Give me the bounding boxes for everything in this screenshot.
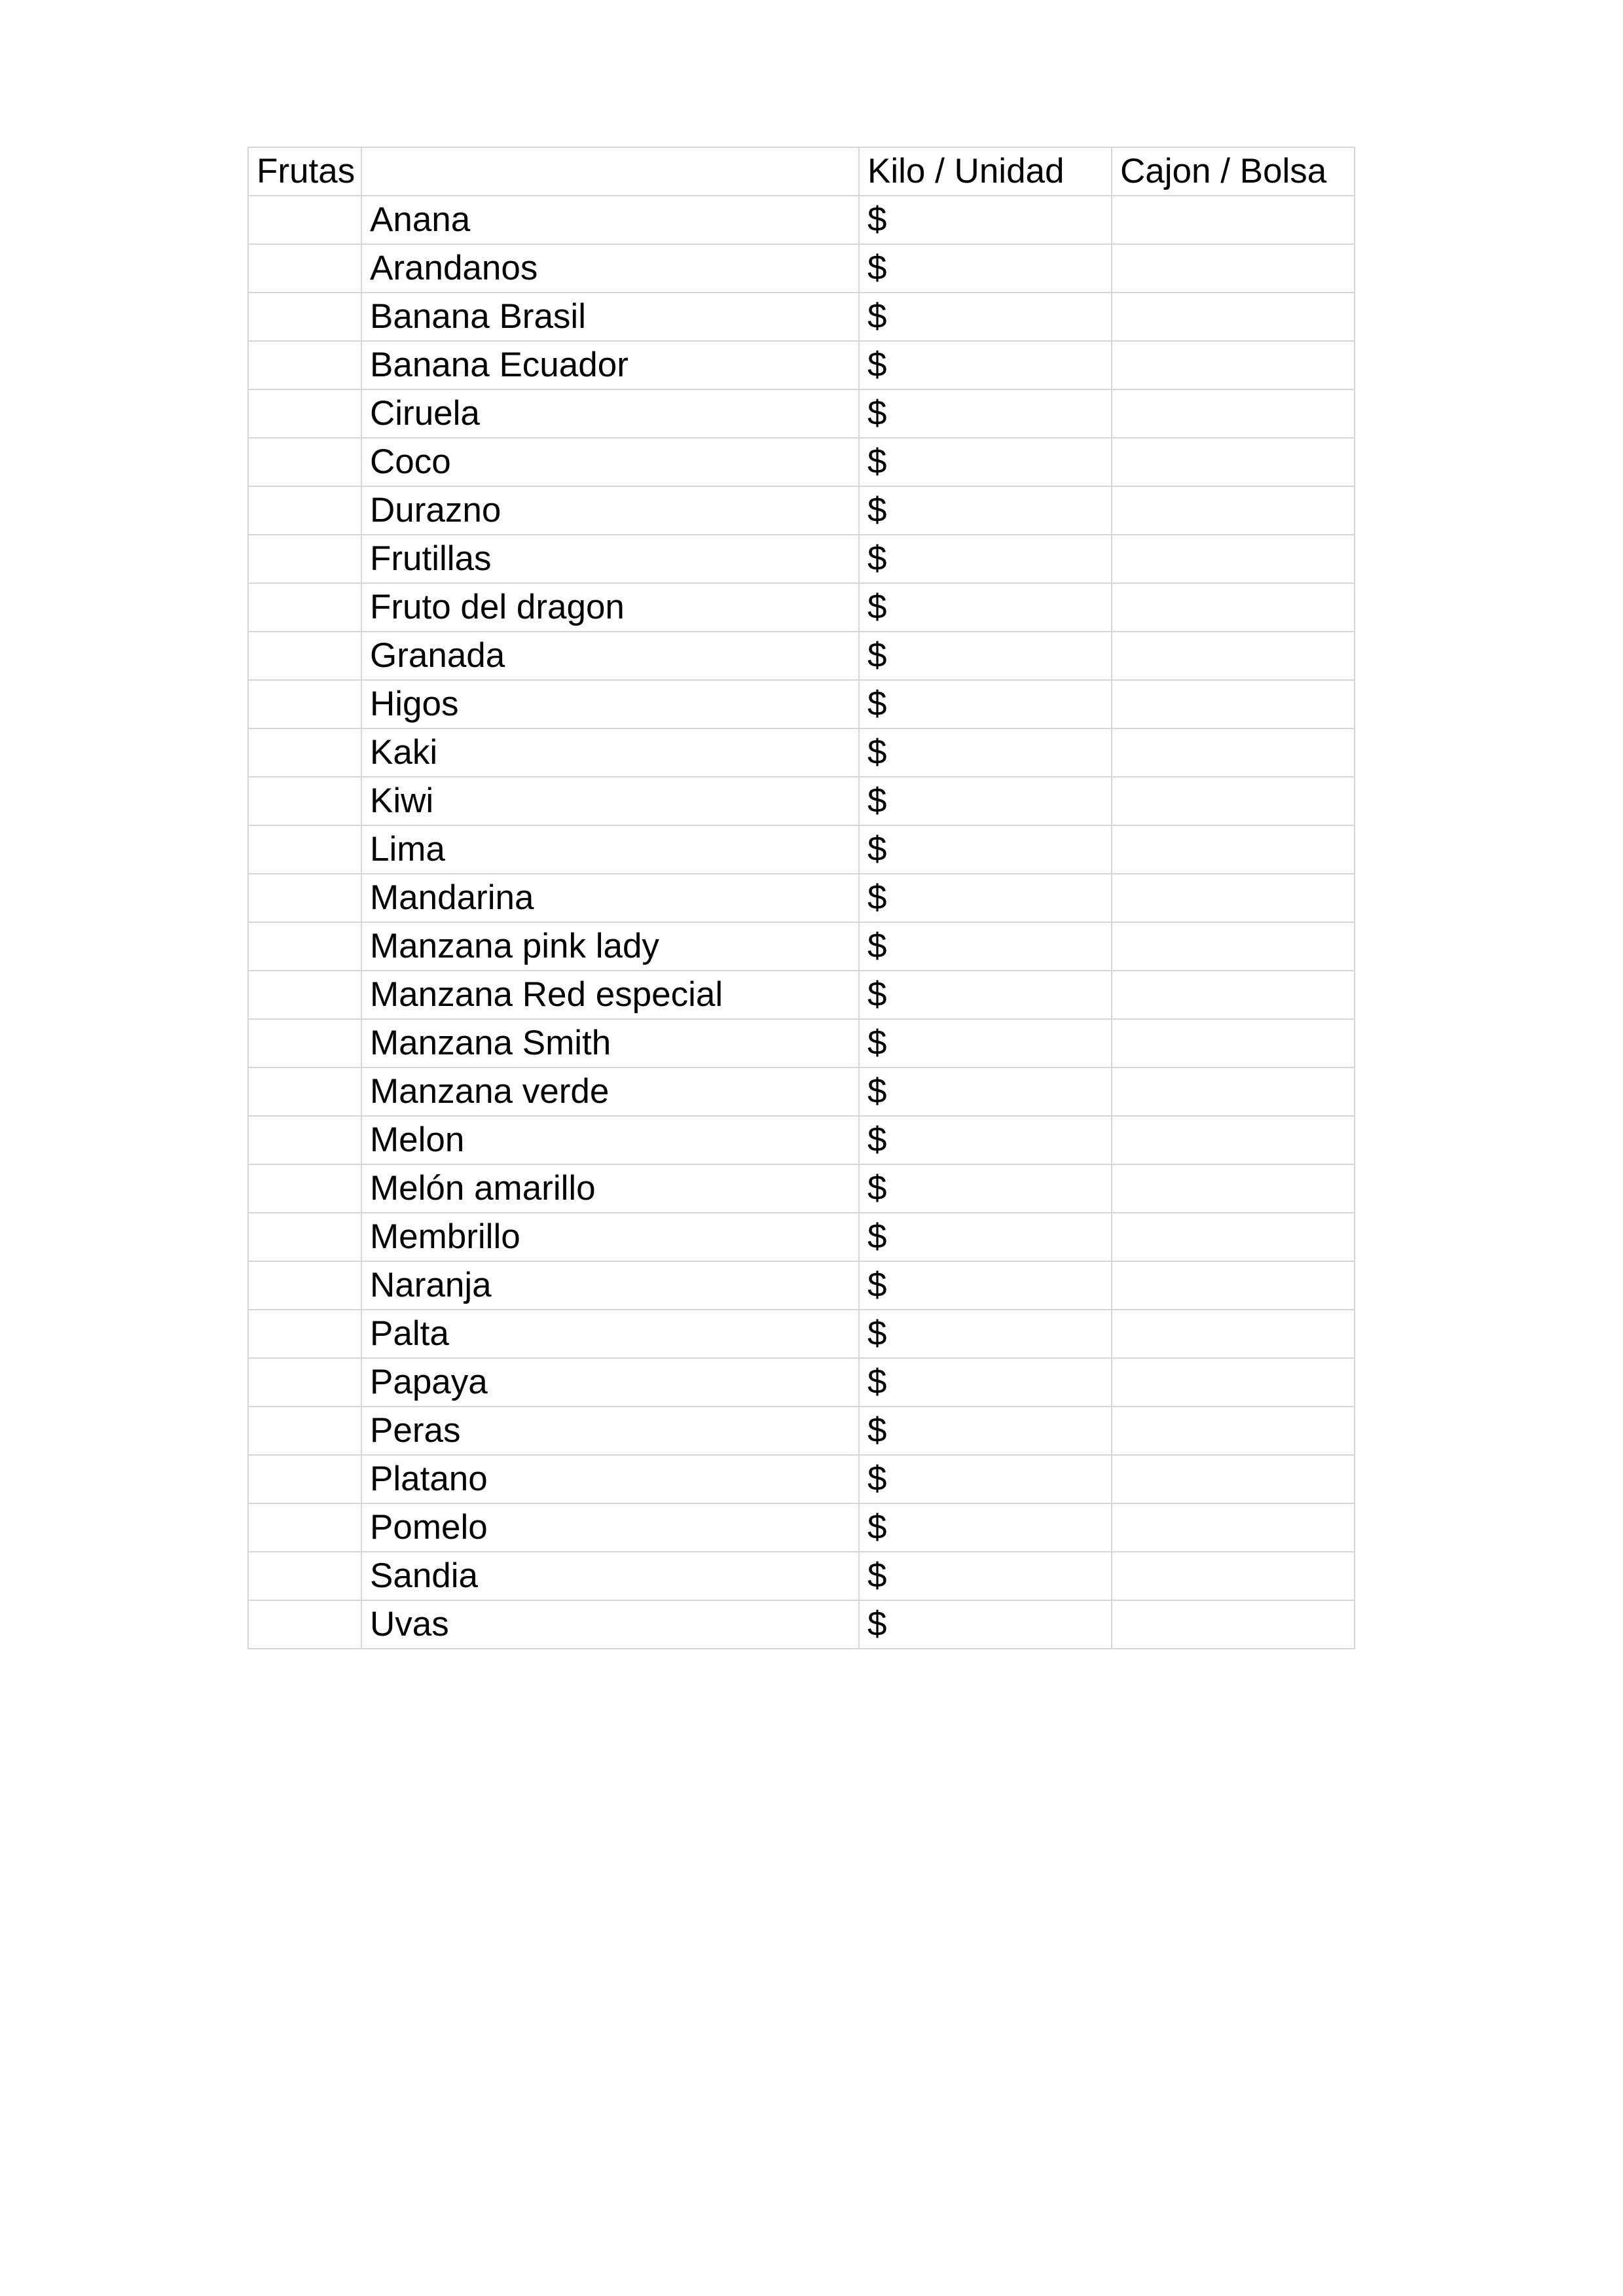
fruit-name-cell: Banana Brasil — [361, 293, 859, 341]
price-unit-cell: $ — [859, 1407, 1112, 1455]
header-row — [248, 147, 1355, 196]
price-bulk-cell — [1112, 922, 1355, 971]
category-cell — [248, 196, 361, 244]
category-cell — [248, 825, 361, 874]
fruit-name-cell: Banana Ecuador — [361, 341, 859, 389]
price-bulk-cell — [1112, 438, 1355, 486]
category-cell — [248, 1600, 361, 1649]
price-bulk-cell — [1112, 389, 1355, 438]
price-unit-cell: $ — [859, 1310, 1112, 1358]
category-cell — [248, 874, 361, 922]
table-row — [248, 1455, 1355, 1503]
fruit-name-cell: Coco — [361, 438, 859, 486]
category-cell — [248, 244, 361, 293]
category-cell — [248, 777, 361, 825]
price-unit-cell: $ — [859, 1455, 1112, 1503]
price-bulk-cell — [1112, 1116, 1355, 1164]
price-bulk-cell — [1112, 825, 1355, 874]
category-cell — [248, 1407, 361, 1455]
category-cell — [248, 971, 361, 1019]
category-cell — [248, 728, 361, 777]
price-bulk-cell — [1112, 1407, 1355, 1455]
price-bulk-cell — [1112, 1358, 1355, 1407]
category-cell — [248, 535, 361, 583]
price-bulk-cell — [1112, 1261, 1355, 1310]
header-price-unit-cell: Kilo / Unidad — [859, 147, 1112, 196]
price-bulk-cell — [1112, 583, 1355, 632]
fruit-name-cell: Anana — [361, 196, 859, 244]
price-bulk-cell — [1112, 971, 1355, 1019]
fruit-name-cell: Higos — [361, 680, 859, 728]
fruit-name-cell: Ciruela — [361, 389, 859, 438]
price-bulk-cell — [1112, 244, 1355, 293]
price-unit-cell: $ — [859, 777, 1112, 825]
price-unit-cell: $ — [859, 874, 1112, 922]
category-cell — [248, 922, 361, 971]
fruit-name-cell: Manzana Red especial — [361, 971, 859, 1019]
category-cell — [248, 438, 361, 486]
price-bulk-cell — [1112, 535, 1355, 583]
price-unit-cell: $ — [859, 341, 1112, 389]
table-row — [248, 1600, 1355, 1649]
table-row — [248, 1213, 1355, 1261]
price-unit-cell: $ — [859, 583, 1112, 632]
header-name-cell — [361, 147, 859, 196]
fruit-name-cell: Melón amarillo — [361, 1164, 859, 1213]
table-row — [248, 244, 1355, 293]
price-unit-cell: $ — [859, 389, 1112, 438]
table-row — [248, 1310, 1355, 1358]
fruit-name-cell: Manzana pink lady — [361, 922, 859, 971]
price-bulk-cell — [1112, 196, 1355, 244]
category-cell — [248, 389, 361, 438]
category-cell — [248, 1019, 361, 1067]
table-row — [248, 1116, 1355, 1164]
fruit-name-cell: Arandanos — [361, 244, 859, 293]
price-unit-cell: $ — [859, 196, 1112, 244]
fruit-name-cell: Pomelo — [361, 1503, 859, 1552]
fruit-name-cell: Uvas — [361, 1600, 859, 1649]
fruit-name-cell: Durazno — [361, 486, 859, 535]
table-row — [248, 1358, 1355, 1407]
category-cell — [248, 486, 361, 535]
table-row — [248, 874, 1355, 922]
price-bulk-cell — [1112, 486, 1355, 535]
table-row — [248, 1407, 1355, 1455]
fruit-name-cell: Granada — [361, 632, 859, 680]
price-bulk-cell — [1112, 1019, 1355, 1067]
price-unit-cell: $ — [859, 922, 1112, 971]
fruit-name-cell: Manzana verde — [361, 1067, 859, 1116]
table-row — [248, 1164, 1355, 1213]
price-unit-cell: $ — [859, 1067, 1112, 1116]
price-bulk-cell — [1112, 341, 1355, 389]
table-row — [248, 438, 1355, 486]
fruit-name-cell: Naranja — [361, 1261, 859, 1310]
price-unit-cell: $ — [859, 825, 1112, 874]
fruit-price-table — [247, 147, 1355, 1649]
table-body — [248, 147, 1355, 1649]
category-cell — [248, 632, 361, 680]
price-bulk-cell — [1112, 728, 1355, 777]
fruit-name-cell: Papaya — [361, 1358, 859, 1407]
category-cell — [248, 1503, 361, 1552]
fruit-name-cell: Platano — [361, 1455, 859, 1503]
fruit-name-cell: Membrillo — [361, 1213, 859, 1261]
price-unit-cell: $ — [859, 1164, 1112, 1213]
category-cell — [248, 1261, 361, 1310]
category-cell — [248, 583, 361, 632]
price-bulk-cell — [1112, 1503, 1355, 1552]
price-unit-cell: $ — [859, 535, 1112, 583]
price-bulk-cell — [1112, 1213, 1355, 1261]
table-row — [248, 1552, 1355, 1600]
fruit-name-cell: Kaki — [361, 728, 859, 777]
price-unit-cell: $ — [859, 244, 1112, 293]
category-cell — [248, 1310, 361, 1358]
price-bulk-cell — [1112, 1455, 1355, 1503]
fruit-name-cell: Melon — [361, 1116, 859, 1164]
price-bulk-cell — [1112, 874, 1355, 922]
price-unit-cell: $ — [859, 728, 1112, 777]
price-bulk-cell — [1112, 1164, 1355, 1213]
category-cell — [248, 1358, 361, 1407]
table-row — [248, 1019, 1355, 1067]
category-cell — [248, 680, 361, 728]
price-bulk-cell — [1112, 293, 1355, 341]
fruit-name-cell: Frutillas — [361, 535, 859, 583]
fruit-name-cell: Peras — [361, 1407, 859, 1455]
price-unit-cell: $ — [859, 1600, 1112, 1649]
category-cell — [248, 1164, 361, 1213]
price-unit-cell: $ — [859, 1019, 1112, 1067]
price-bulk-cell — [1112, 1600, 1355, 1649]
table-row — [248, 486, 1355, 535]
fruit-name-cell: Kiwi — [361, 777, 859, 825]
table-row — [248, 632, 1355, 680]
table-row — [248, 922, 1355, 971]
category-cell — [248, 341, 361, 389]
price-unit-cell: $ — [859, 1116, 1112, 1164]
price-unit-cell: $ — [859, 680, 1112, 728]
price-unit-cell: $ — [859, 438, 1112, 486]
price-unit-cell: $ — [859, 1503, 1112, 1552]
price-unit-cell: $ — [859, 1552, 1112, 1600]
price-bulk-cell — [1112, 1067, 1355, 1116]
price-bulk-cell — [1112, 632, 1355, 680]
table-row — [248, 389, 1355, 438]
table-row — [248, 728, 1355, 777]
fruit-name-cell: Sandia — [361, 1552, 859, 1600]
price-bulk-cell — [1112, 1552, 1355, 1600]
price-unit-cell: $ — [859, 1261, 1112, 1310]
category-cell — [248, 1213, 361, 1261]
category-cell — [248, 293, 361, 341]
fruit-name-cell: Palta — [361, 1310, 859, 1358]
category-cell — [248, 1067, 361, 1116]
price-unit-cell: $ — [859, 632, 1112, 680]
table-row — [248, 1067, 1355, 1116]
table-row — [248, 293, 1355, 341]
category-cell — [248, 1116, 361, 1164]
table-row — [248, 680, 1355, 728]
price-bulk-cell — [1112, 680, 1355, 728]
fruit-name-cell: Fruto del dragon — [361, 583, 859, 632]
fruit-name-cell: Mandarina — [361, 874, 859, 922]
table-row — [248, 971, 1355, 1019]
header-price-bulk-cell: Cajon / Bolsa — [1112, 147, 1355, 196]
price-bulk-cell — [1112, 1310, 1355, 1358]
price-unit-cell: $ — [859, 293, 1112, 341]
table-row — [248, 1261, 1355, 1310]
header-category-cell: Frutas — [248, 147, 361, 196]
category-cell — [248, 1552, 361, 1600]
table-row — [248, 1503, 1355, 1552]
table-row — [248, 196, 1355, 244]
price-unit-cell: $ — [859, 1358, 1112, 1407]
table-row — [248, 583, 1355, 632]
price-bulk-cell — [1112, 777, 1355, 825]
price-unit-cell: $ — [859, 486, 1112, 535]
price-unit-cell: $ — [859, 971, 1112, 1019]
table-row — [248, 825, 1355, 874]
table-row — [248, 777, 1355, 825]
fruit-name-cell: Lima — [361, 825, 859, 874]
table-row — [248, 535, 1355, 583]
price-unit-cell: $ — [859, 1213, 1112, 1261]
fruit-name-cell: Manzana Smith — [361, 1019, 859, 1067]
category-cell — [248, 1455, 361, 1503]
table-row — [248, 341, 1355, 389]
